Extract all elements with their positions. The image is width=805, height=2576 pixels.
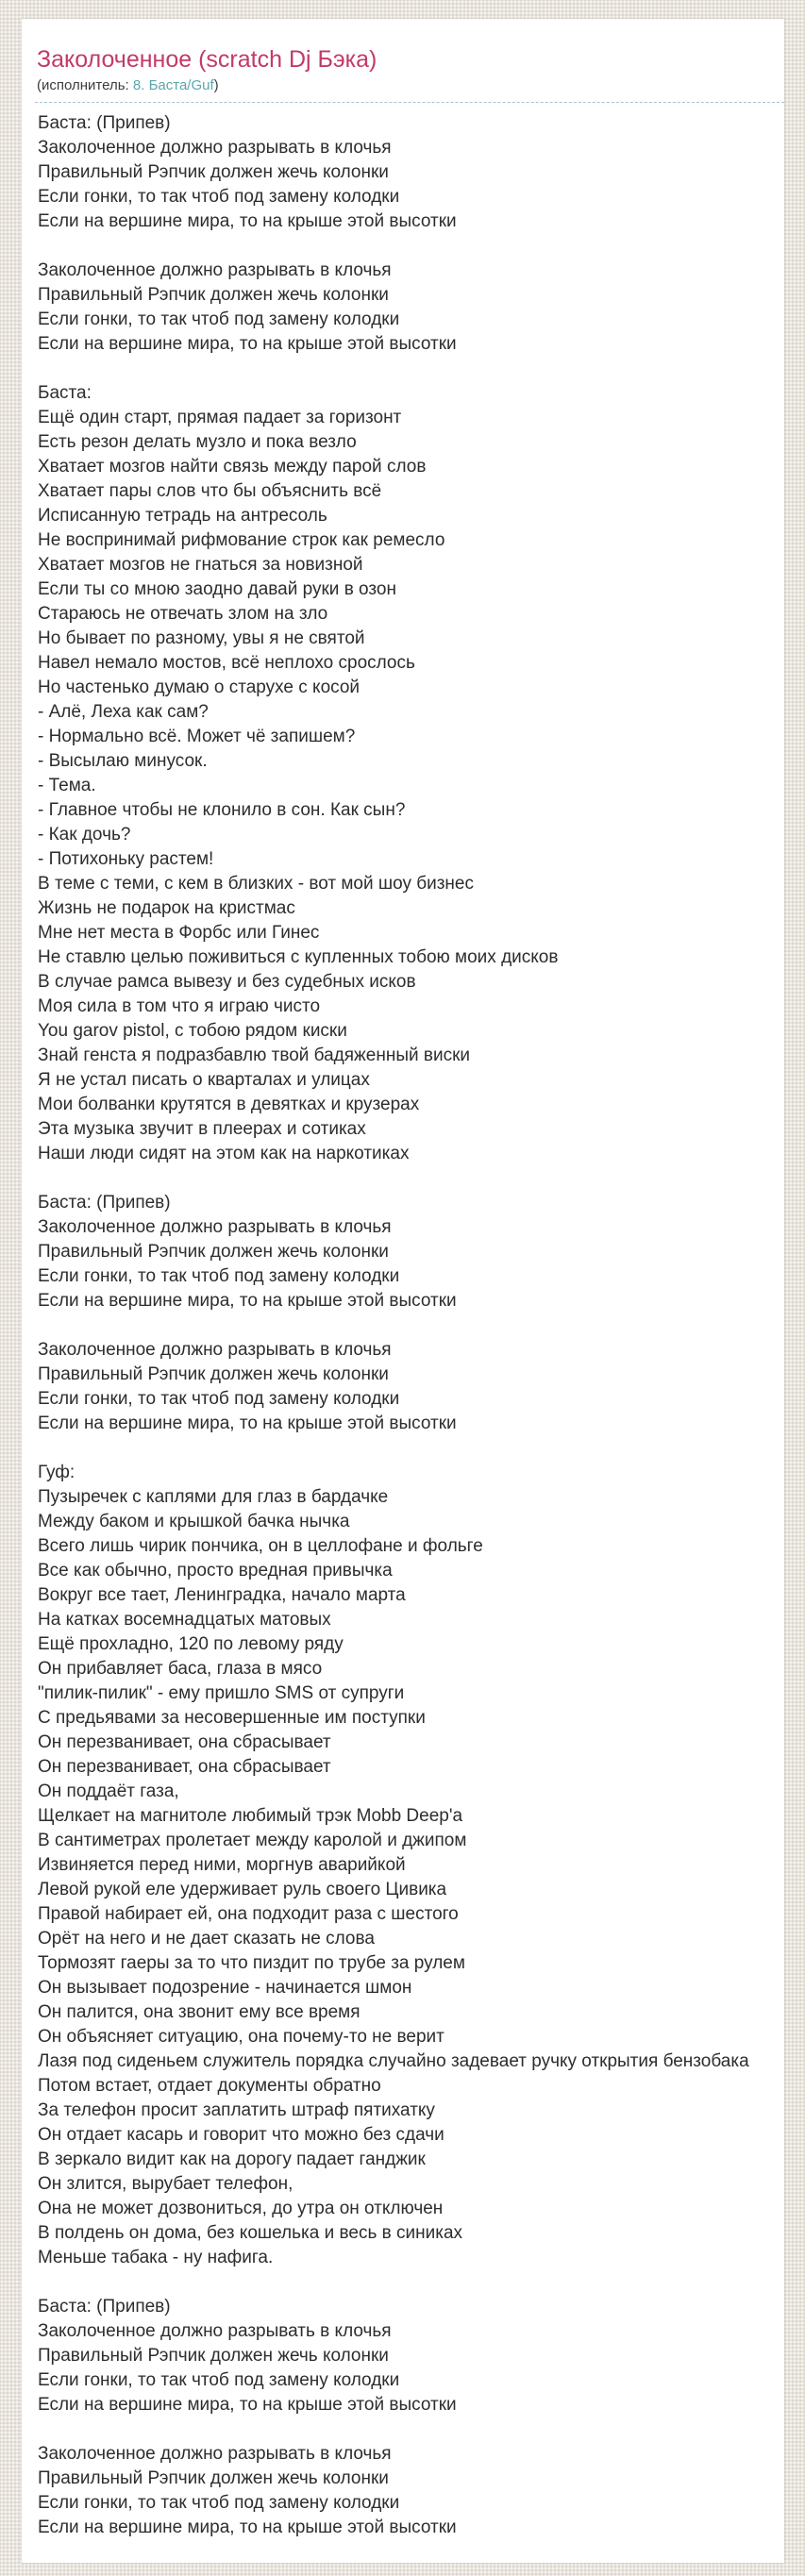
song-header — [22, 45, 784, 95]
stanza — [38, 111, 784, 234]
lyric-line: В теме с теми, с кем в близких - вот мой шоу бизнес — [38, 874, 474, 894]
lyric-line: Вокруг все тает, Ленинградка, начало марта — [38, 1585, 406, 1605]
stanza — [38, 259, 784, 357]
lyric-line: Не ставлю целью поживиться с купленных тобою моих дисков — [38, 947, 559, 967]
lyric-line: Он перезванивает, она сбрасывает — [38, 1757, 331, 1777]
lyric-line: Меньше табака - ну нафига. — [38, 2248, 274, 2267]
lyric-line: Он вызывает подозрение - начинается шмон — [38, 1978, 412, 1998]
lyric-line: - Тема. — [38, 776, 96, 795]
lyric-line: Между баком и крышкой бачка нычка — [38, 1512, 350, 1531]
lyric-line: Заколоченное должно разрывать в клочья — [38, 1340, 392, 1360]
lyric-line: Стараюсь не отвечать злом на зло — [38, 604, 328, 624]
lyric-line: Хватает пары слов что бы объяснить всё — [38, 481, 382, 501]
lyric-line: Баста: (Припев) — [38, 113, 171, 133]
lyric-line: Мои болванки крутятся в девятках и крузерах — [38, 1095, 420, 1114]
lyric-line: Гуф: — [38, 1463, 75, 1482]
lyric-line: Ещё один старт, прямая падает за горизонт — [38, 408, 402, 427]
lyric-line: В полдень он дома, без кошелька и весь в синиках — [38, 2223, 463, 2243]
lyric-line: Потом встает, отдает документы обратно — [38, 2076, 381, 2096]
lyric-line: Хватает мозгов не гнаться за новизной — [38, 555, 363, 575]
lyric-line: Правильный Рэпчик должен жечь колонки — [38, 1242, 389, 1262]
lyric-line: Жизнь не подарок на кристмас — [38, 898, 295, 918]
lyric-line: - Как дочь? — [38, 825, 131, 845]
lyric-line: Он палится, она звонит ему все время — [38, 2002, 361, 2022]
lyric-line: Если гонки, то так чтоб под замену колодки — [38, 187, 400, 207]
lyric-line: Наши люди сидят на этом как на наркотиках — [38, 1144, 410, 1163]
stanza — [38, 2295, 784, 2417]
lyric-line: Она не может дозвониться, до утра он отключен — [38, 2199, 444, 2218]
lyric-line: Правой набирает ей, она подходит раза с шестого — [38, 1904, 459, 1924]
lyric-line: Орёт на него и не дает сказать не слова — [38, 1929, 375, 1949]
lyric-line: В случае рамса вывезу и без судебных исков — [38, 972, 416, 992]
lyric-line: Знай генста я подразбавлю твой бадяженный виски — [38, 1045, 471, 1065]
lyric-line: В сантиметрах пролетает между каролой и джипом — [38, 1831, 467, 1850]
lyrics — [22, 103, 784, 2540]
lyric-line: Левой рукой еле удерживает руль своего Цивика — [38, 1880, 447, 1899]
stanza — [38, 381, 784, 1166]
stanza — [38, 1191, 784, 1313]
lyric-line: На катках восемнадцатых матовых — [38, 1610, 331, 1630]
lyric-line: Если гонки, то так чтоб под замену колодки — [38, 1266, 400, 1286]
lyric-line: Все как обычно, просто вредная привычка — [38, 1561, 393, 1581]
lyric-line: Правильный Рэпчик должен жечь колонки — [38, 2346, 389, 2366]
lyric-line: Если гонки, то так чтоб под замену колодки — [38, 1389, 400, 1409]
lyric-line: Он отдает касарь и говорит что можно без сдачи — [38, 2125, 444, 2145]
lyric-line: Эта музыка звучит в плеерах и сотиках — [38, 1119, 366, 1139]
performer-line — [37, 76, 775, 95]
lyric-line: Есть резон делать музло и пока везло — [38, 432, 357, 452]
lyric-line: Заколоченное должно разрывать в клочья — [38, 2321, 392, 2341]
lyric-line: Баста: (Припев) — [38, 2297, 171, 2317]
lyric-line: Всего лишь чирик пончика, он в целлофане и фольге — [38, 1536, 483, 1556]
lyric-line: Баста: (Припев) — [38, 1193, 171, 1213]
lyric-line: Исписанную тетрадь на антресоль — [38, 506, 327, 526]
lyric-line: Щелкает на магнитоле любимый трэк Mobb Deep'а — [38, 1806, 463, 1826]
lyric-line: Ещё прохладно, 120 по левому ряду — [38, 1634, 344, 1654]
lyric-line: Мне нет места в Форбс или Гинес — [38, 923, 320, 943]
lyric-line: Заколоченное должно разрывать в клочья — [38, 138, 392, 158]
lyric-line: Правильный Рэпчик должен жечь колонки — [38, 162, 389, 182]
lyric-line: Если на вершине мира, то на крыше этой высотки — [38, 2517, 457, 2537]
lyrics-card — [22, 19, 784, 2563]
lyric-line: Лазя под сиденьем служитель порядка случайно задевает ручку открытия бензобака — [38, 2051, 749, 2071]
lyric-line: Если на вершине мира, то на крыше этой высотки — [38, 334, 457, 354]
lyric-line: Заколоченное должно разрывать в клочья — [38, 2444, 392, 2464]
lyric-line: Тормозят гаеры за то что пиздит по трубе за рулем — [38, 1953, 465, 1973]
performer-label: (исполнитель: — [37, 77, 129, 93]
lyric-line: Он злится, вырубает телефон, — [38, 2174, 293, 2194]
lyric-line: Хватает мозгов найти связь между парой слов — [38, 457, 427, 477]
lyric-line: Заколоченное должно разрывать в клочья — [38, 1217, 392, 1237]
lyric-line: - Потихоньку растем! — [38, 849, 214, 869]
lyric-line: Извиняется перед ними, моргнув аварийкой — [38, 1855, 406, 1875]
lyric-line: Если гонки, то так чтоб под замену колодки — [38, 2493, 400, 2513]
lyric-line: Навел немало мостов, всё неплохо срослось — [38, 653, 415, 673]
lyric-line: Он объясняет ситуацию, она почему-то не верит — [38, 2027, 444, 2047]
lyric-line: Моя сила в том что я играю чисто — [38, 996, 321, 1016]
lyric-line: Если ты со мною заодно давай руки в озон — [38, 579, 396, 599]
stanza — [38, 1338, 784, 1436]
lyric-line: Но частенько думаю о старухе с косой — [38, 677, 361, 697]
lyric-line: Если на вершине мира, то на крыше этой высотки — [38, 1413, 457, 1433]
lyric-line: Правильный Рэпчик должен жечь колонки — [38, 2468, 389, 2488]
lyric-line: Он поддаёт газа, — [38, 1781, 179, 1801]
lyric-line: Баста: — [38, 383, 92, 403]
lyric-line: Если гонки, то так чтоб под замену колодки — [38, 2370, 400, 2390]
performer-suffix: ) — [213, 77, 219, 93]
lyric-line: Если гонки, то так чтоб под замену колодки — [38, 309, 400, 329]
lyric-line: - Алё, Леха как сам? — [38, 702, 209, 722]
lyric-line: За телефон просит заплатить штраф пятихатку — [38, 2100, 435, 2120]
lyric-line: Правильный Рэпчик должен жечь колонки — [38, 1364, 389, 1384]
lyric-line: Заколоченное должно разрывать в клочья — [38, 260, 392, 280]
lyric-line: - Нормально всё. Может чё запишем? — [38, 727, 356, 746]
lyric-line: С предьявами за несовершенные им поступки — [38, 1708, 426, 1728]
lyric-line: Если на вершине мира, то на крыше этой высотки — [38, 1291, 457, 1311]
lyric-line: "пилик-пилик" - ему пришло SMS от супруги — [38, 1683, 405, 1703]
performer-link[interactable]: 8. Баста/Guf — [132, 77, 214, 93]
lyric-line: В зеркало видит как на дорогу падает ганджик — [38, 2149, 426, 2169]
lyric-line: Он перезванивает, она сбрасывает — [38, 1732, 331, 1752]
page-title: Заколоченное (scratch Dj Бэка) — [37, 46, 377, 73]
lyric-line: Он прибавляет баса, глаза в мясо — [38, 1659, 323, 1679]
lyric-line: Пузыречек с каплями для глаз в бардачке — [38, 1487, 389, 1507]
stanza — [38, 1461, 784, 2270]
lyric-line: Правильный Рэпчик должен жечь колонки — [38, 285, 389, 305]
lyric-line: Если на вершине мира, то на крыше этой высотки — [38, 211, 457, 231]
stanza — [38, 2442, 784, 2540]
lyric-line: Если на вершине мира, то на крыше этой высотки — [38, 2395, 457, 2415]
lyric-line: - Высылаю минусок. — [38, 751, 208, 771]
lyric-line: Но бывает по разному, увы я не святой — [38, 628, 365, 648]
lyric-line: Не воспринимай рифмование строк как ремесло — [38, 530, 445, 550]
lyric-line: Я не устал писать о кварталах и улицах — [38, 1070, 370, 1090]
lyric-line: - Главное чтобы не клонило в сон. Как сын? — [38, 800, 406, 820]
lyric-line: You garov pistol, с тобою рядом киски — [38, 1021, 347, 1041]
